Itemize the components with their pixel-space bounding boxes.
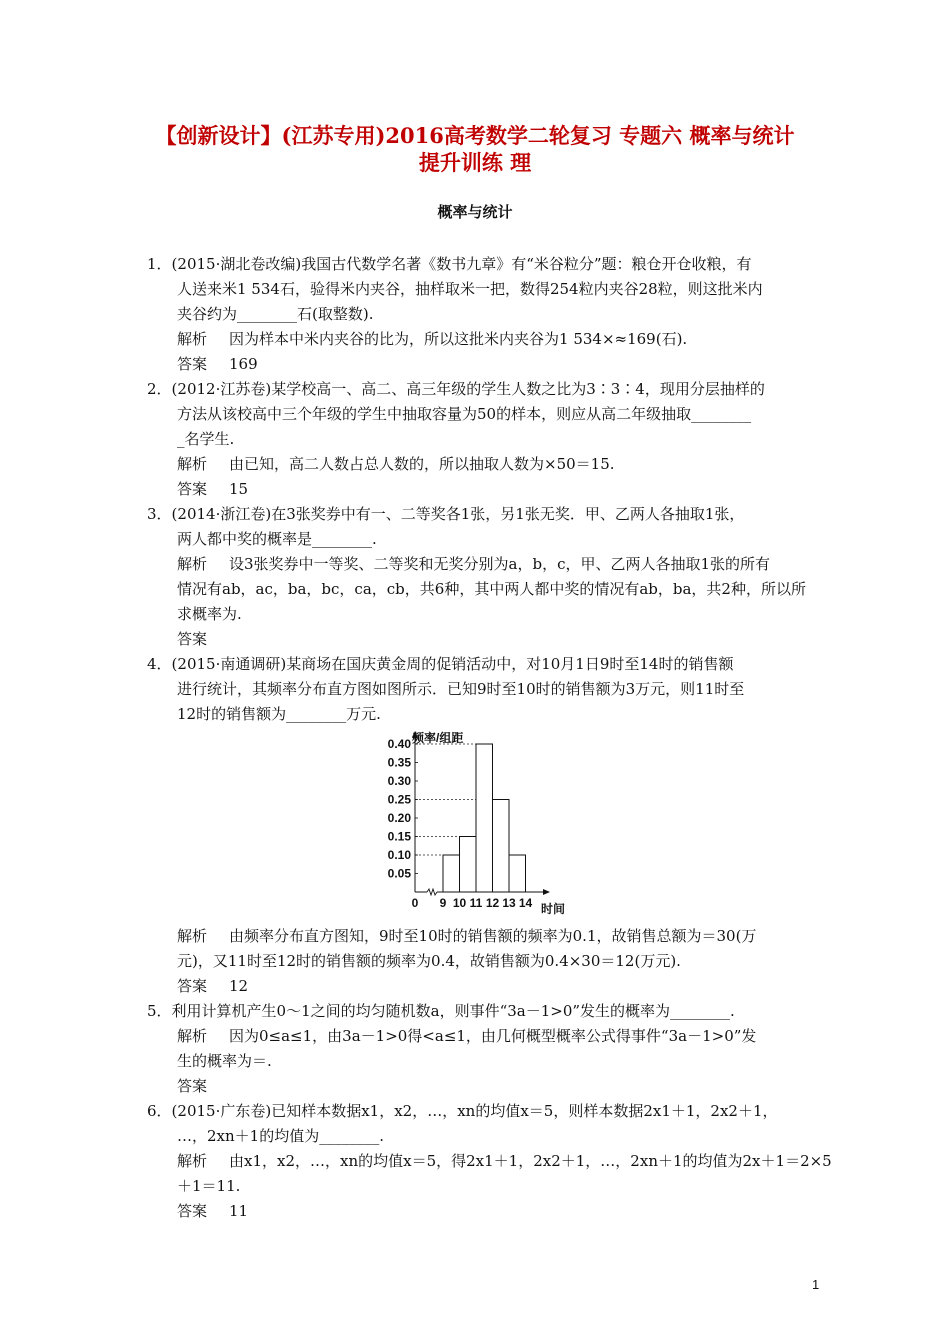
x-tick-label: 11 [469,896,483,910]
analysis-text: 设3张奖券中一等奖、二等奖和无奖分别为a，b，c，甲、乙两人各抽取1张的所有 [229,555,771,573]
page-number: 1 [812,1277,820,1292]
answer-value: 12 [229,977,249,995]
axis-break-mark [427,889,437,895]
x-tick-label: 0 [411,896,419,910]
problem-6-text: …，2xn＋1的均值为________. [177,1127,384,1145]
frequency-histogram [375,728,575,920]
problem-2-analysis [177,454,615,474]
problem-6-answer [177,1201,248,1221]
y-axis-label: 频率/组距 [412,731,464,745]
problem-3-answer [177,629,229,649]
answer-label: 答案 [177,977,208,995]
section-subtitle: 概率与统计 [437,203,513,221]
x-tick-label: 10 [452,896,467,910]
problem-2-text: 方法从该校高中三个年级的学生中抽取容量为50的样本，则应从高二年级抽取________ [177,405,752,423]
problem-4-text: 4．(2015·南通调研)某商场在国庆黄金周的促销活动中，对10月1日9时至14时的销售额 [147,655,734,673]
problem-3-text: 3．(2014·浙江卷)在3张奖券中有一、二等奖各1张，另1张无奖．甲、乙两人各抽取1张， [147,505,745,523]
y-tick-label: 0.40 [387,737,411,751]
analysis-text: 由x1，x2，…，xn的均值x＝5，得2x1＋1，2x2＋1，…，2xn＋1的均值为2x＋1＝2×5 [229,1152,832,1170]
x-axis-arrow [543,889,550,895]
x-tick-labels [412,896,533,910]
problem-1-text: 1．(2015·湖北卷改编)我国古代数学名著《数书九章》有“米谷粒分”题：粮仓开仓收粮，有 [147,255,752,273]
analysis-label: 解析 [177,455,208,473]
y-tick-label: 0.30 [387,774,411,788]
histogram-bar [493,800,510,893]
histogram-bar [509,855,526,892]
answer-value: 15 [229,480,249,498]
y-tick-label: 0.25 [387,792,411,807]
histogram-bar [460,837,477,893]
analysis-text: 因为样本中米内夹谷的比为，所以这批米内夹谷为1 534×≈169(石). [229,330,688,348]
analysis-label: 解析 [177,1027,208,1045]
y-tick-label: 0.05 [387,866,411,881]
analysis-text: 由已知，高二人数占总人数的，所以抽取人数为×50＝15. [229,455,615,473]
analysis-label: 解析 [177,330,208,348]
problem-3-analysis-cont: 求概率为. [177,605,242,623]
problem-1-text: 人送来米1 534石，验得米内夹谷，抽样取米一把，数得254粒内夹谷28粒，则这批米内 [177,280,763,298]
analysis-label: 解析 [177,927,208,945]
analysis-text: 由频率分布直方图知，9时至10时的销售额的频率为0.1，故销售总额为＝30(万 [229,927,757,945]
problem-4-analysis [177,926,756,946]
x-tick-label: 9 [439,896,447,910]
answer-label: 答案 [177,1077,208,1095]
x-tick-label: 12 [485,896,500,910]
y-tick-label: 0.15 [387,829,411,844]
problem-5-text: 5．利用计算机产生0～1之间的均匀随机数a，则事件“3a－1>0”发生的概率为________. [147,1002,735,1020]
problem-4-text: 12时的销售额为________万元. [177,705,381,723]
document-title-line-1: 【创新设计】(江苏专用)2016高考数学二轮复习 专题六 概率与统计 [155,123,795,148]
x-axis-label: 时间 [541,902,566,916]
y-tick-label: 0.10 [387,848,411,862]
problem-5-answer [177,1076,229,1096]
problem-4-analysis-cont: 元)，又11时至12时的销售额的频率为0.4，故销售额为0.4×30＝12(万元). [177,952,681,970]
histogram-bars [443,744,526,892]
answer-value: 11 [229,1202,249,1220]
x-tick-label: 14 [518,896,533,910]
problem-4-answer [177,976,248,996]
problem-6-analysis [177,1151,832,1171]
y-tick-label: 0.20 [387,811,411,825]
x-tick-label: 13 [502,896,516,910]
y-tick-labels [388,737,418,881]
problem-3-text: 两人都中奖的概率是________. [177,530,377,548]
problem-5-analysis [177,1026,756,1046]
problem-1-answer [177,354,258,374]
problem-3-analysis-cont: 情况有ab，ac，ba，bc，ca，cb，共6种，其中两人都中奖的情况有ab，ba，共2种，所以所 [177,580,806,598]
answer-label: 答案 [177,480,208,498]
answer-label: 答案 [177,630,208,648]
answer-label: 答案 [177,355,208,373]
answer-label: 答案 [177,1202,208,1220]
problem-4-text: 进行统计，其频率分布直方图如图所示．已知9时至10时的销售额为3万元，则11时至 [177,680,745,698]
analysis-label: 解析 [177,555,208,573]
histogram-bar [443,855,460,892]
problem-6-analysis-cont: ＋1＝11. [177,1177,241,1195]
problem-1-analysis [177,329,687,349]
problem-2-answer [177,479,248,499]
problem-1-text: 夹谷约为________石(取整数). [177,305,374,323]
problem-5-analysis-cont: 生的概率为＝. [177,1052,272,1070]
problem-2-text: _名学生. [177,430,235,448]
problem-2-text: 2．(2012·江苏卷)某学校高一、高二、高三年级的学生人数之比为3∶3∶4，现用分层抽样的 [147,380,765,398]
y-tick-label: 0.35 [387,755,411,770]
answer-value: 169 [229,355,258,373]
histogram-bar [476,744,493,892]
problem-6-text: 6．(2015·广东卷)已知样本数据x1，x2，…，xn的均值x＝5，则样本数据2x1＋1，2x2＋1， [147,1102,778,1120]
analysis-text: 因为0≤a≤1，由3a－1>0得<a≤1，由几何概型概率公式得事件“3a－1>0”发 [229,1027,757,1045]
document-title-line-2: 提升训练 理 [418,150,532,175]
analysis-label: 解析 [177,1152,208,1170]
problem-3-analysis [177,554,770,574]
